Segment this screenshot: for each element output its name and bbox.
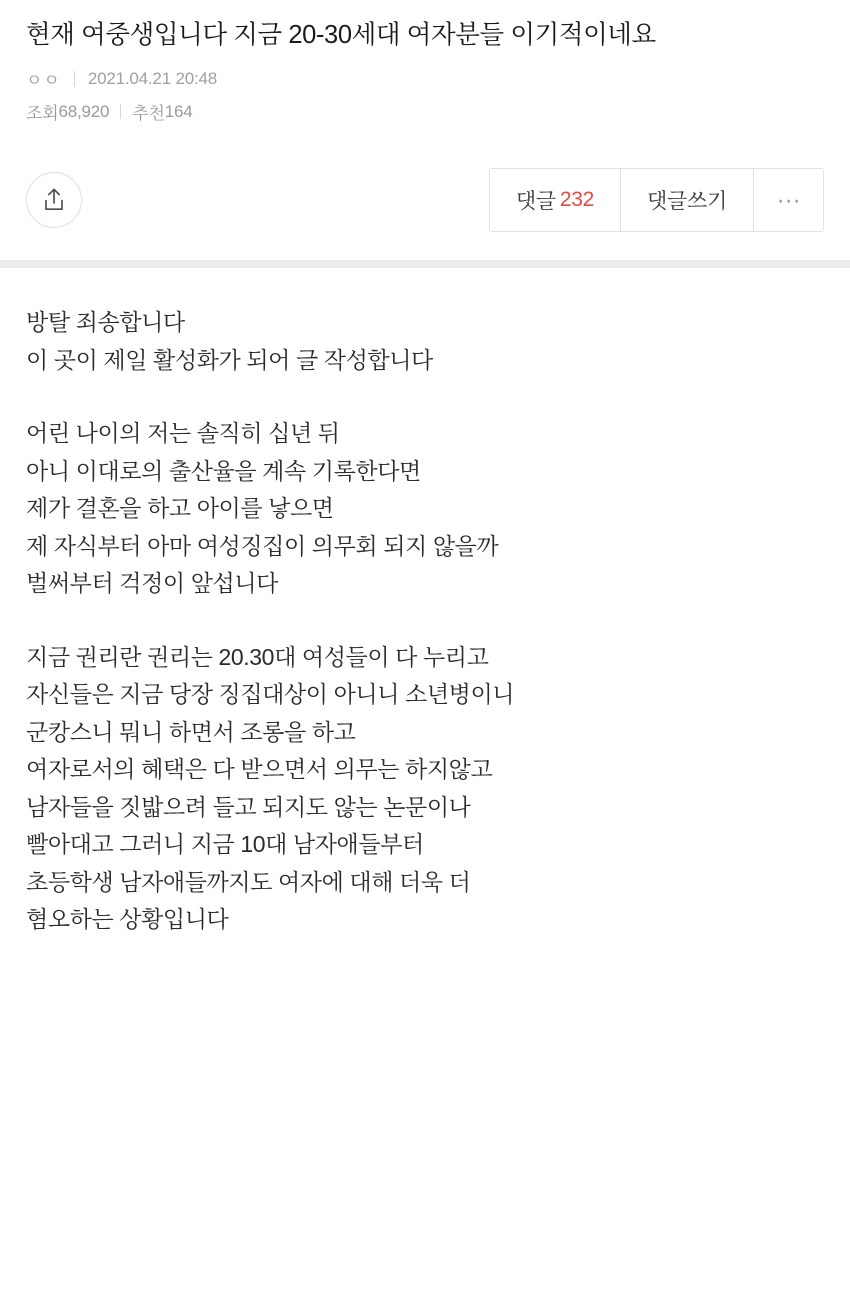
share-icon xyxy=(42,187,66,213)
post-meta-secondary xyxy=(26,99,824,124)
content-line: 초등학생 남자애들까지도 여자에 대해 더욱 더 xyxy=(26,868,471,895)
content-line: 군캉스니 뭐니 하면서 조롱을 하고 xyxy=(26,718,356,745)
meta-divider xyxy=(120,104,121,119)
comment-count: 232 xyxy=(559,188,595,212)
content-line: 빨아대고 그러니 지금 10대 남자애들부터 xyxy=(26,831,424,858)
content-line: 남자들을 짓밟으려 들고 되지도 않는 논문이나 xyxy=(26,793,471,820)
content-line: 벌써부터 걱정이 앞섭니다 xyxy=(26,570,278,597)
post-author[interactable]: ㅇㅇ xyxy=(26,71,61,91)
views-label: 조회 xyxy=(26,104,59,124)
views-count: 68,920 xyxy=(58,101,110,121)
more-options-button[interactable]: ··· xyxy=(753,169,823,231)
content-line: 혐오하는 상황입니다 xyxy=(26,906,229,933)
content-line: 지금 권리란 권리는 20.30대 여성들이 다 누리고 xyxy=(26,643,489,670)
meta-divider xyxy=(74,71,75,87)
content-line: 어린 나이의 저는 솔직히 십년 뒤 xyxy=(26,420,340,447)
comment-count-button[interactable] xyxy=(490,169,620,231)
post-date: 2021.04.21 20:48 xyxy=(87,68,218,88)
write-comment-button[interactable]: 댓글쓰기 xyxy=(620,169,753,231)
content-line: 방탈 죄송합니다 xyxy=(26,309,185,336)
action-bar xyxy=(0,168,850,232)
section-divider xyxy=(0,260,850,268)
content-spacer xyxy=(26,603,824,639)
content-spacer xyxy=(26,379,824,415)
comment-label: 댓글 xyxy=(515,190,556,214)
content-line: 여자로서의 혜택은 다 받으면서 의무는 하지않고 xyxy=(26,756,493,783)
post-header xyxy=(0,0,850,124)
share-button[interactable] xyxy=(26,172,82,228)
content-line: 이 곳이 제일 활성화가 되어 글 작성합니다 xyxy=(26,346,433,373)
post-action-buttons xyxy=(489,168,824,232)
content-line: 제가 결혼을 하고 아이를 낳으면 xyxy=(26,495,334,522)
page-title: 현재 여중생입니다 지금 20-30세대 여자분들 이기적이네요 xyxy=(26,21,656,49)
post-content xyxy=(0,268,850,938)
content-line: 아니 이대로의 출산율을 계속 기록한다면 xyxy=(26,457,421,484)
content-line: 제 자식부터 아마 여성징집이 의무회 되지 않을까 xyxy=(26,532,499,559)
content-line: 자신들은 지금 당장 징집대상이 아니니 소년병이니 xyxy=(26,681,515,708)
recommend-label: 추천 xyxy=(132,104,165,124)
recommend-count: 164 xyxy=(164,101,193,121)
post-meta-primary xyxy=(26,66,824,91)
